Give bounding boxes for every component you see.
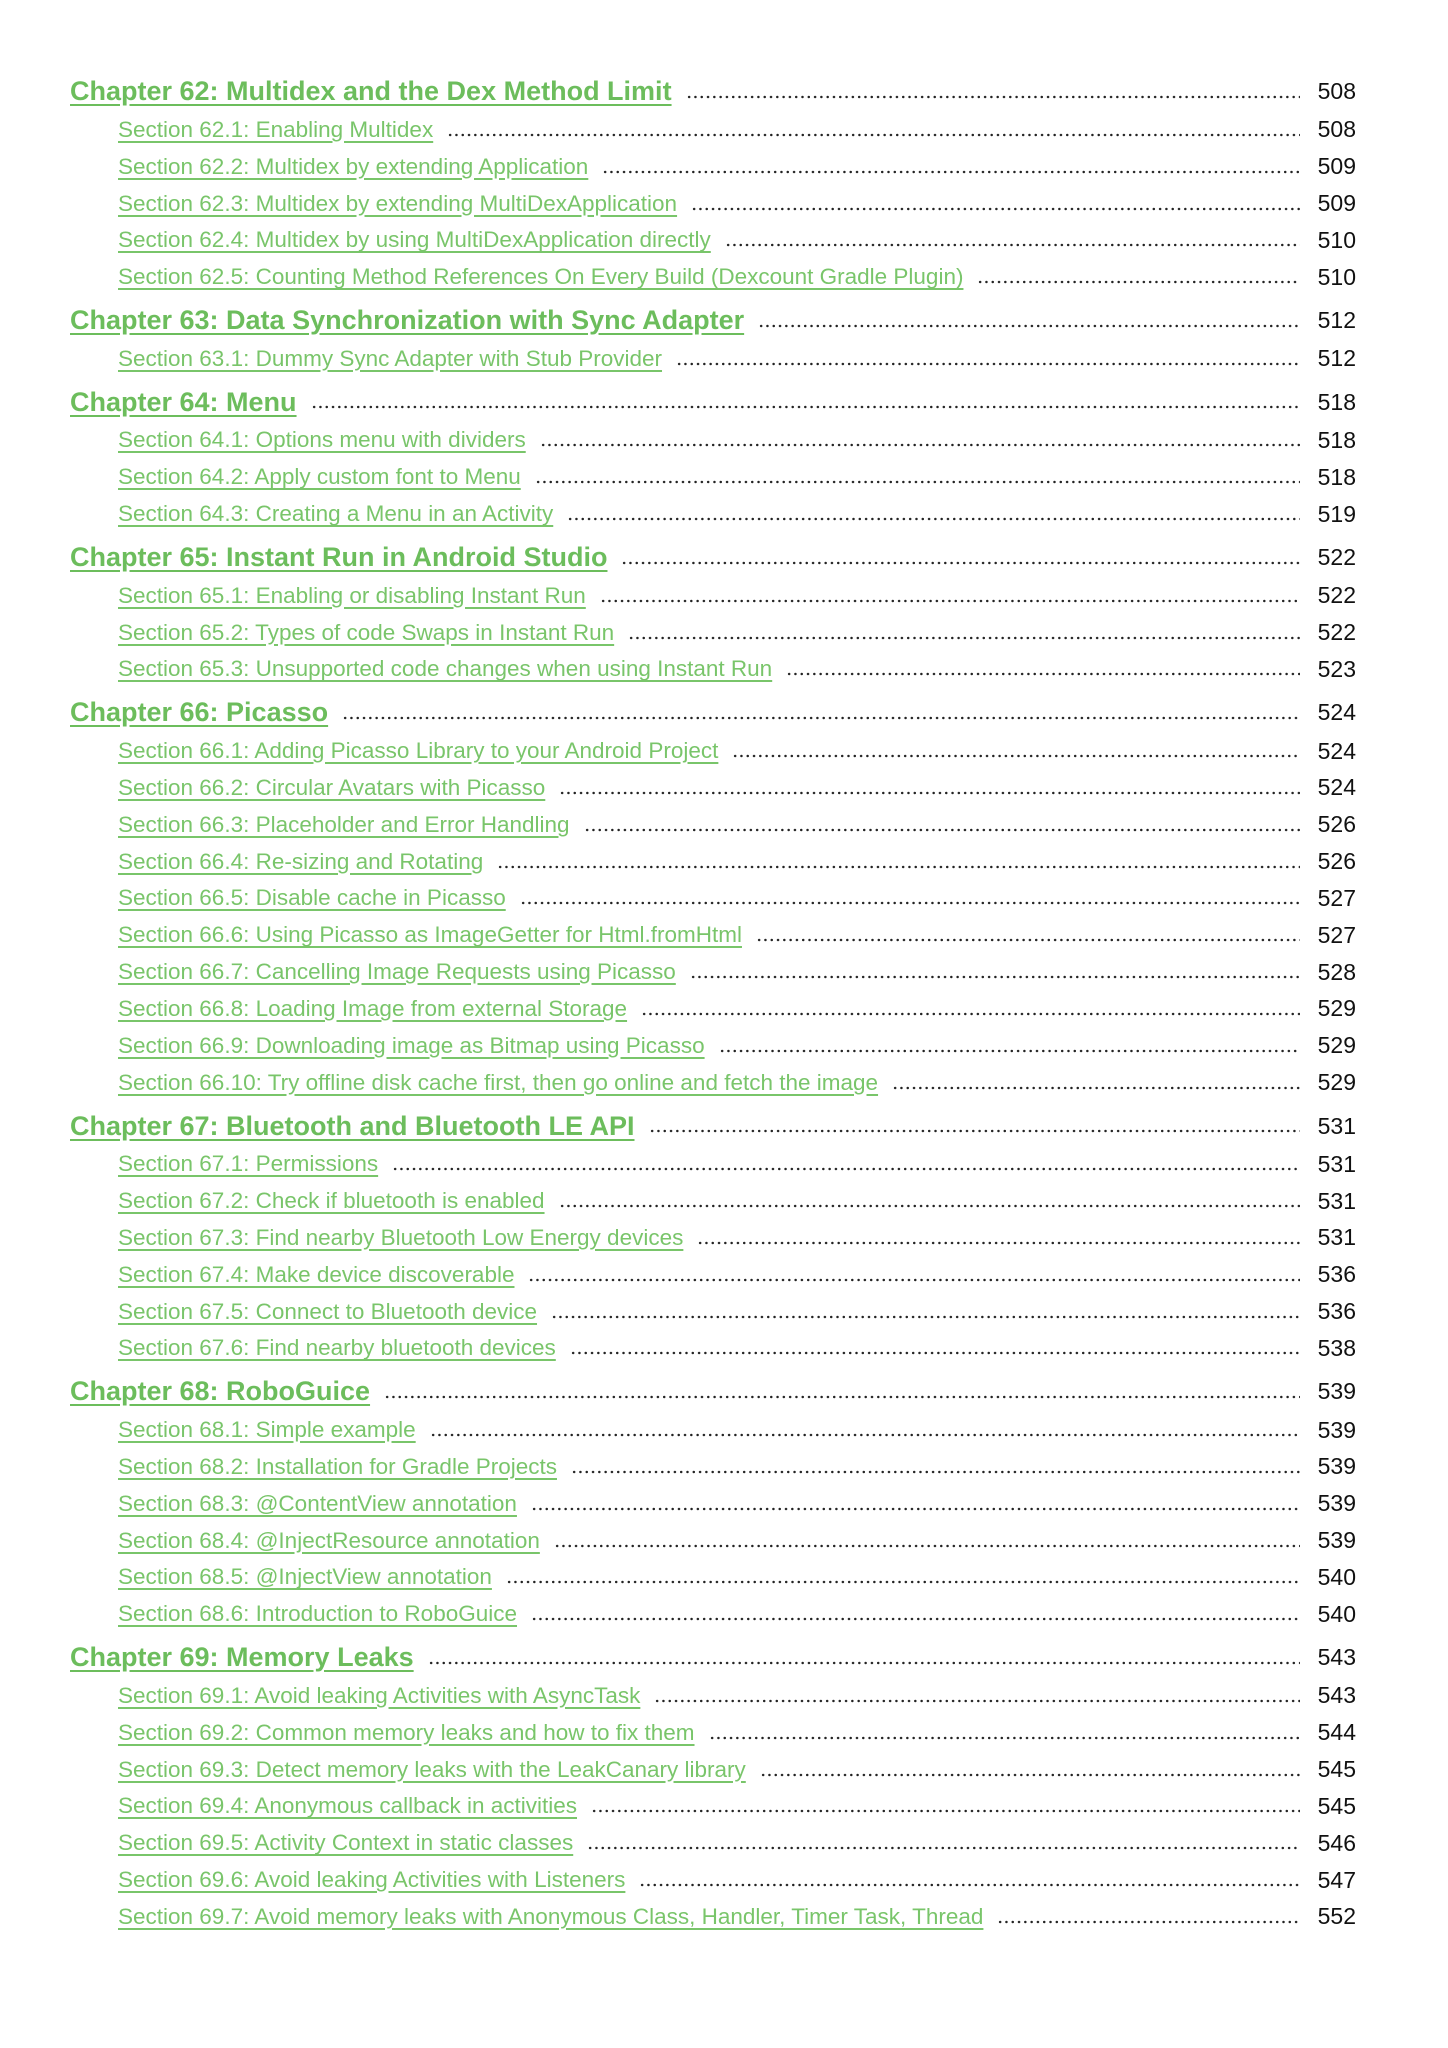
dot-leader xyxy=(758,324,1300,328)
section-link[interactable]: Section 69.3: Detect memory leaks with the LeakCanary library xyxy=(118,1756,746,1782)
section-link[interactable]: Section 66.9: Downloading image as Bitmap using Picasso xyxy=(118,1032,705,1058)
section-link[interactable]: Section 69.1: Avoid leaking Activities with AsyncTask xyxy=(118,1682,641,1708)
dot-leader xyxy=(428,1661,1300,1665)
toc-section-row xyxy=(70,843,1356,880)
dot-leader xyxy=(641,1012,1300,1016)
toc-section-row xyxy=(70,577,1356,614)
section-link[interactable]: Section 65.3: Unsupported code changes when using Instant Run xyxy=(118,656,773,682)
dot-leader xyxy=(551,1315,1300,1319)
toc-section-row xyxy=(70,1596,1356,1633)
page-number: 518 xyxy=(1317,426,1356,453)
page-number: 512 xyxy=(1317,345,1356,372)
dot-leader xyxy=(587,1846,1300,1850)
toc-section-row xyxy=(70,614,1356,651)
chapter-link[interactable]: Chapter 67: Bluetooth and Bluetooth LE API xyxy=(70,1110,635,1141)
section-link[interactable]: Section 65.2: Types of code Swaps in Instant Run xyxy=(118,619,615,645)
dot-leader xyxy=(786,672,1300,676)
section-link[interactable]: Section 62.4: Multidex by using MultiDexApplication directly xyxy=(118,227,711,253)
section-link[interactable]: Section 67.2: Check if bluetooth is enabled xyxy=(118,1188,545,1214)
toc-section-row xyxy=(70,1330,1356,1367)
toc-section-row xyxy=(70,917,1356,954)
page-number: 510 xyxy=(1317,226,1356,253)
chapter-link[interactable]: Chapter 65: Instant Run in Android Studio xyxy=(70,542,608,573)
section-link[interactable]: Section 68.4: @InjectResource annotation xyxy=(118,1527,540,1553)
section-link[interactable]: Section 62.1: Enabling Multidex xyxy=(118,116,434,142)
toc-chapter-row xyxy=(70,1372,1356,1412)
section-link[interactable]: Section 67.5: Connect to Bluetooth device xyxy=(118,1298,538,1324)
chapter-link[interactable]: Chapter 63: Data Synchronization with Sync Adapter xyxy=(70,305,745,336)
page-number: 524 xyxy=(1317,774,1356,801)
page-number: 526 xyxy=(1317,848,1356,875)
section-link[interactable]: Section 66.8: Loading Image from external Storage xyxy=(118,995,628,1021)
dot-leader xyxy=(571,1470,1300,1474)
section-link[interactable]: Section 69.7: Avoid memory leaks with Anonymous Class, Handler, Timer Task, Thread xyxy=(118,1903,984,1929)
toc-section-row xyxy=(70,1027,1356,1064)
toc-section-row xyxy=(70,733,1356,770)
page-number: 508 xyxy=(1317,116,1356,143)
page-number: 522 xyxy=(1317,619,1356,646)
toc-section-row xyxy=(70,1522,1356,1559)
section-link[interactable]: Section 69.4: Anonymous callback in activities xyxy=(118,1793,577,1819)
page-number: 522 xyxy=(1317,582,1356,609)
dot-leader xyxy=(559,1204,1300,1208)
toc-chapter-row xyxy=(70,1106,1356,1146)
section-link[interactable]: Section 62.2: Multidex by extending Application xyxy=(118,153,589,179)
chapter-link[interactable]: Chapter 62: Multidex and the Dex Method Limit xyxy=(70,76,672,107)
dot-leader xyxy=(732,754,1300,758)
page-number: 529 xyxy=(1317,1032,1356,1059)
dot-leader xyxy=(639,1883,1300,1887)
page-number: 543 xyxy=(1317,1644,1356,1671)
dot-leader xyxy=(649,1129,1301,1133)
section-link[interactable]: Section 66.6: Using Picasso as ImageGetter for Html.fromHtml xyxy=(118,922,742,948)
page-number: 552 xyxy=(1317,1903,1356,1930)
section-link[interactable]: Section 66.2: Circular Avatars with Picasso xyxy=(118,774,546,800)
chapter-link[interactable]: Chapter 69: Memory Leaks xyxy=(70,1642,414,1673)
section-link[interactable]: Section 67.1: Permissions xyxy=(118,1151,379,1177)
dot-leader xyxy=(892,1086,1300,1090)
dot-leader xyxy=(531,1617,1300,1621)
dot-leader xyxy=(540,443,1300,447)
page-number: 523 xyxy=(1317,655,1356,682)
toc-section-row xyxy=(70,806,1356,843)
page-number: 518 xyxy=(1317,463,1356,490)
section-link[interactable]: Section 62.5: Counting Method References On Every Build (Dexcount Gradle Plugin) xyxy=(118,264,964,290)
page-number: 512 xyxy=(1317,307,1356,334)
toc-section-row xyxy=(70,1256,1356,1293)
toc-section-row xyxy=(70,1146,1356,1183)
toc-section-row xyxy=(70,1825,1356,1862)
section-link[interactable]: Section 62.3: Multidex by extending MultiDexApplication xyxy=(118,190,678,216)
section-link[interactable]: Section 66.4: Re-sizing and Rotating xyxy=(118,848,484,874)
section-link[interactable]: Section 65.1: Enabling or disabling Instant Run xyxy=(118,582,586,608)
toc-section-row xyxy=(70,1485,1356,1522)
page-number: 531 xyxy=(1317,1187,1356,1214)
toc-section-row xyxy=(70,259,1356,296)
section-link[interactable]: Section 63.1: Dummy Sync Adapter with Stub Provider xyxy=(118,345,663,371)
toc-section-row xyxy=(70,1751,1356,1788)
toc-section-row xyxy=(70,148,1356,185)
dot-leader xyxy=(686,95,1300,99)
dot-leader xyxy=(628,636,1300,640)
dot-leader xyxy=(654,1699,1300,1703)
dot-leader xyxy=(676,362,1300,366)
section-link[interactable]: Section 66.7: Cancelling Image Requests using Picasso xyxy=(118,959,676,985)
dot-leader xyxy=(531,1507,1300,1511)
section-link[interactable]: Section 68.5: @InjectView annotation xyxy=(118,1564,492,1590)
toc-section-row xyxy=(70,880,1356,917)
toc-section-row xyxy=(70,1714,1356,1751)
dot-leader xyxy=(528,1278,1300,1282)
dot-leader xyxy=(600,599,1300,603)
dot-leader xyxy=(621,561,1300,565)
dot-leader xyxy=(554,1544,1300,1548)
dot-leader xyxy=(709,1736,1300,1740)
toc-section-row xyxy=(70,1899,1356,1936)
toc-section-row xyxy=(70,459,1356,496)
dot-leader xyxy=(760,1773,1300,1777)
dot-leader xyxy=(997,1920,1300,1924)
toc-section-row xyxy=(70,222,1356,259)
toc-section-row xyxy=(70,651,1356,688)
section-link[interactable]: Section 69.2: Common memory leaks and how to fix them xyxy=(118,1719,695,1745)
section-link[interactable]: Section 68.1: Simple example xyxy=(118,1417,416,1443)
toc-section-row xyxy=(70,1412,1356,1449)
dot-leader xyxy=(756,938,1300,942)
toc-chapter-row xyxy=(70,72,1356,112)
page-number: 527 xyxy=(1317,921,1356,948)
section-link[interactable]: Section 69.6: Avoid leaking Activities with Listeners xyxy=(118,1867,626,1893)
section-link[interactable]: Section 67.6: Find nearby bluetooth devices xyxy=(118,1335,556,1361)
dot-leader xyxy=(719,1049,1300,1053)
dot-leader xyxy=(570,1351,1300,1355)
page-number: 536 xyxy=(1317,1261,1356,1288)
dot-leader xyxy=(584,828,1300,832)
toc-section-row xyxy=(70,1293,1356,1330)
dot-leader xyxy=(392,1167,1300,1171)
page-number: 539 xyxy=(1317,1453,1356,1480)
dot-leader xyxy=(725,243,1300,247)
chapter-link[interactable]: Chapter 64: Menu xyxy=(70,386,297,417)
toc-section-row xyxy=(70,1788,1356,1825)
section-link[interactable]: Section 69.5: Activity Context in static classes xyxy=(118,1830,574,1856)
toc-section-row xyxy=(70,769,1356,806)
dot-leader xyxy=(384,1395,1300,1399)
page-number: 522 xyxy=(1317,544,1356,571)
dot-leader xyxy=(520,901,1300,905)
toc-section-row xyxy=(70,954,1356,991)
toc-section-row xyxy=(70,185,1356,222)
page-number: 544 xyxy=(1317,1719,1356,1746)
page-number: 547 xyxy=(1317,1866,1356,1893)
dot-leader xyxy=(567,517,1300,521)
section-link[interactable]: Section 68.3: @ContentView annotation xyxy=(118,1490,517,1516)
section-link[interactable]: Section 64.1: Options menu with dividers xyxy=(118,427,526,453)
page-number: 531 xyxy=(1317,1224,1356,1251)
dot-leader xyxy=(506,1580,1300,1584)
page-number: 524 xyxy=(1317,699,1356,726)
dot-leader xyxy=(535,480,1300,484)
page-number: 526 xyxy=(1317,811,1356,838)
page-number: 540 xyxy=(1317,1563,1356,1590)
page-number: 539 xyxy=(1317,1490,1356,1517)
toc-section-row xyxy=(70,1862,1356,1899)
dot-leader xyxy=(311,405,1300,409)
toc-section-row xyxy=(70,422,1356,459)
toc-chapter-row xyxy=(70,1638,1356,1678)
toc-section-row xyxy=(70,340,1356,377)
section-link[interactable]: Section 67.4: Make device discoverable xyxy=(118,1261,515,1287)
dot-leader xyxy=(690,975,1300,979)
toc-section-row xyxy=(70,1183,1356,1220)
section-link[interactable]: Section 64.2: Apply custom font to Menu xyxy=(118,464,521,490)
page-number: 536 xyxy=(1317,1298,1356,1325)
page-number: 546 xyxy=(1317,1829,1356,1856)
page-number: 529 xyxy=(1317,995,1356,1022)
toc-section-row xyxy=(70,1220,1356,1257)
dot-leader xyxy=(559,791,1300,795)
page-number: 539 xyxy=(1317,1378,1356,1405)
toc-section-row xyxy=(70,112,1356,149)
section-link[interactable]: Section 66.3: Placeholder and Error Handling xyxy=(118,811,570,837)
toc-section-row xyxy=(70,1448,1356,1485)
page-number: 518 xyxy=(1317,388,1356,415)
toc-section-row xyxy=(70,991,1356,1028)
section-link[interactable]: Section 68.6: Introduction to RoboGuice xyxy=(118,1601,518,1627)
chapter-link[interactable]: Chapter 66: Picasso xyxy=(70,697,329,728)
dot-leader xyxy=(447,133,1300,137)
page-number: 524 xyxy=(1317,737,1356,764)
page-number: 545 xyxy=(1317,1792,1356,1819)
dot-leader xyxy=(691,207,1300,211)
toc-section-row xyxy=(70,1677,1356,1714)
page-number: 527 xyxy=(1317,884,1356,911)
toc-chapter-row xyxy=(70,301,1356,341)
toc-chapter-row xyxy=(70,538,1356,578)
page-number: 531 xyxy=(1317,1150,1356,1177)
page-number: 509 xyxy=(1317,153,1356,180)
section-link[interactable]: Section 64.3: Creating a Menu in an Activity xyxy=(118,501,554,527)
page-number: 539 xyxy=(1317,1527,1356,1554)
section-link[interactable]: Section 66.1: Adding Picasso Library to your Android Project xyxy=(118,738,719,764)
dot-leader xyxy=(430,1433,1300,1437)
toc-chapter-row xyxy=(70,383,1356,423)
page-number: 545 xyxy=(1317,1756,1356,1783)
toc-section-row xyxy=(70,1064,1356,1101)
page-number: 543 xyxy=(1317,1682,1356,1709)
page-number: 528 xyxy=(1317,958,1356,985)
table-of-contents xyxy=(70,72,1356,1935)
toc-section-row xyxy=(70,496,1356,533)
page-number: 509 xyxy=(1317,190,1356,217)
page-number: 538 xyxy=(1317,1334,1356,1361)
section-link[interactable]: Section 66.10: Try offline disk cache first, then go online and fetch the image xyxy=(118,1069,879,1095)
section-link[interactable]: Section 67.3: Find nearby Bluetooth Low Energy devices xyxy=(118,1224,684,1250)
page-number: 508 xyxy=(1317,78,1356,105)
page-number: 531 xyxy=(1317,1112,1356,1139)
chapter-link[interactable]: Chapter 68: RoboGuice xyxy=(70,1376,371,1407)
dot-leader xyxy=(602,170,1300,174)
dot-leader xyxy=(697,1241,1300,1245)
dot-leader xyxy=(342,716,1300,720)
section-link[interactable]: Section 66.5: Disable cache in Picasso xyxy=(118,885,506,911)
page-number: 529 xyxy=(1317,1069,1356,1096)
toc-section-row xyxy=(70,1559,1356,1596)
dot-leader xyxy=(591,1809,1300,1813)
toc-chapter-row xyxy=(70,693,1356,733)
section-link[interactable]: Section 68.2: Installation for Gradle Projects xyxy=(118,1453,557,1479)
page-number: 540 xyxy=(1317,1600,1356,1627)
page-number: 519 xyxy=(1317,500,1356,527)
dot-leader xyxy=(977,280,1300,284)
dot-leader xyxy=(497,865,1300,869)
page-number: 539 xyxy=(1317,1416,1356,1443)
page-number: 510 xyxy=(1317,263,1356,290)
